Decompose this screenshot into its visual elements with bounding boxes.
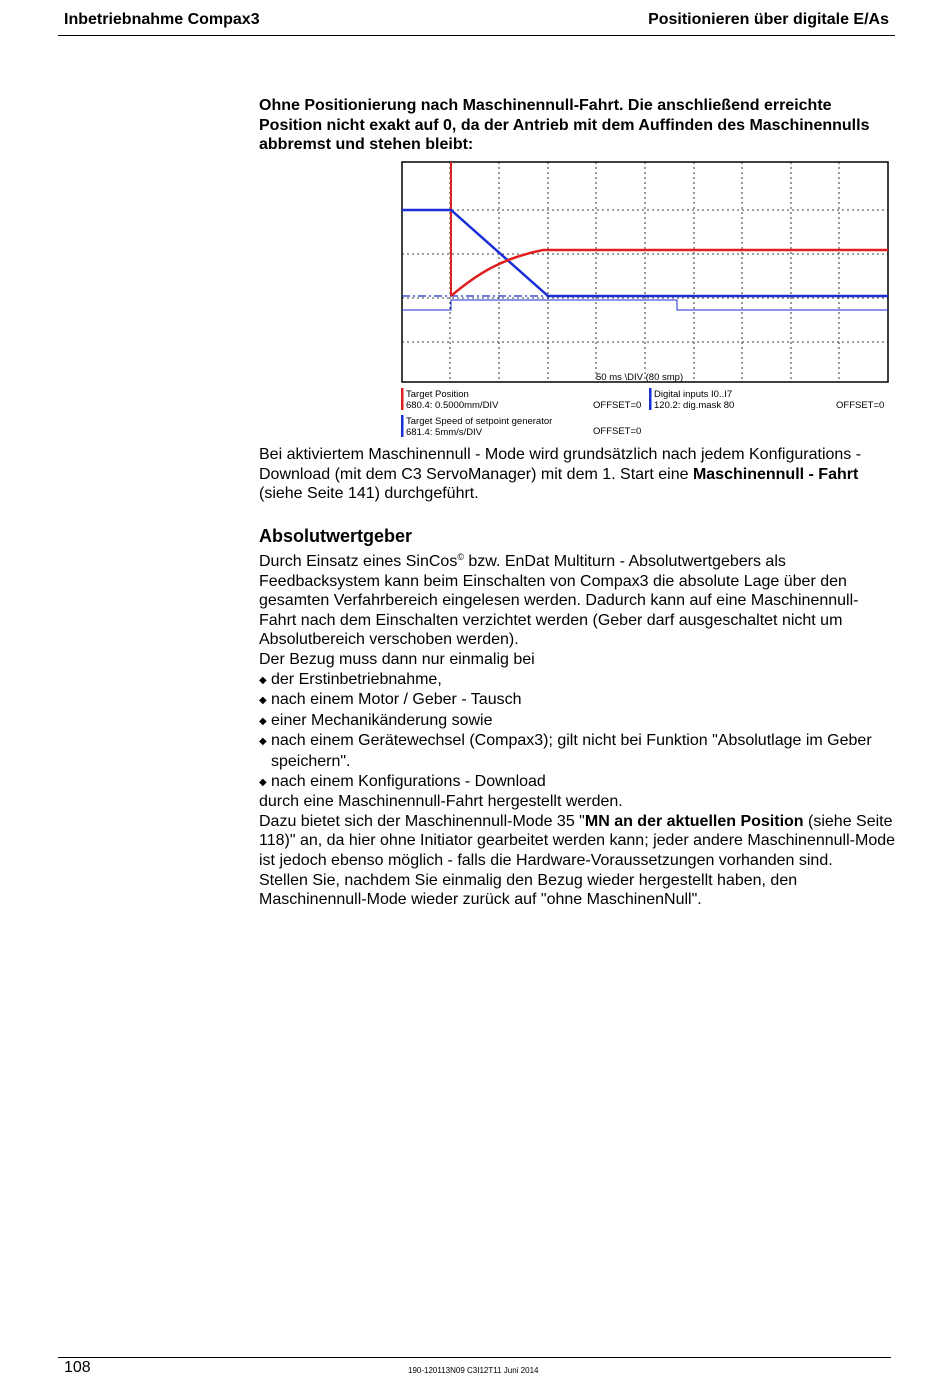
- absolute-paragraph-3: durch eine Maschinennull-Fahrt hergestellt werden.: [259, 793, 623, 811]
- list-item-text: nach einem Motor / Geber - Tausch: [271, 691, 522, 709]
- page-number: 108: [64, 1359, 91, 1376]
- intro-bold: Maschinennull - Fahrt: [692, 465, 859, 483]
- absolute-section-body: [259, 552, 895, 910]
- document-id: 190-120113N09 C3I12T11 Juni 2014: [408, 1366, 539, 1375]
- header-left-title: Inbetriebnahme Compax3: [64, 11, 260, 28]
- intro-paragraph: [259, 445, 895, 504]
- ch1-name: Target Position: [406, 389, 469, 400]
- page-header: [58, 0, 895, 36]
- list-item: [259, 711, 895, 732]
- ch2-scale: 120.2: dig.mask 80: [654, 400, 735, 411]
- copyright-sup: ©: [457, 552, 464, 562]
- ch1-scale: 680.4: 0.5000mm/DIV: [406, 400, 499, 411]
- ch1-color-marker: [401, 388, 404, 410]
- ch2-color-marker: [649, 388, 652, 410]
- timebase-label: 50 ms \DIV (80 smp): [596, 372, 684, 383]
- absolute-paragraph-5: Stellen Sie, nachdem Sie einmalig den Bezug wieder hergestellt haben, den Maschinennull-Mode wieder zurück auf "ohne MaschinenNull".: [259, 871, 798, 909]
- oscilloscope-figure: [398, 158, 890, 438]
- diamond-bullet-icon: ◆: [259, 736, 267, 748]
- p1-text-a: Durch Einsatz eines SinCos: [259, 553, 458, 570]
- list-item-text: einer Mechanikänderung sowie: [271, 711, 493, 729]
- oscilloscope-svg: [398, 158, 890, 438]
- ch3-scale: 681.4: 5mm/s/DIV: [406, 427, 483, 438]
- ch3-name: Target Speed of setpoint generator: [406, 416, 553, 427]
- diamond-bullet-icon: ◆: [259, 715, 267, 727]
- list-item: [259, 731, 895, 771]
- ch2-offset: OFFSET=0: [836, 400, 885, 411]
- diamond-bullet-icon: ◆: [259, 674, 267, 686]
- absolute-paragraph-2: Der Bezug muss dann nur einmalig bei: [259, 650, 535, 668]
- list-item-text: der Erstinbetriebnahme,: [271, 670, 442, 688]
- section-heading: Absolutwertgeber: [259, 526, 413, 546]
- p4-text-a: Dazu bietet sich der Maschinennull-Mode 35 ": [259, 812, 585, 830]
- intro-text-1: Bei aktiviertem Maschinennull - Mode wird grundsätzlich nach jedem Konfigurations - Download (mit dem C3 ServoManager) mit dem 1. Start eine: [259, 446, 862, 483]
- list-item-text: nach einem Konfigurations - Download: [271, 772, 546, 790]
- list-item: [259, 690, 895, 711]
- figure-caption: Ohne Positionierung nach Maschinennull-Fahrt. Die anschließend erreichte Position nicht exakt auf 0, da der Antrieb mit dem Auffinden des Maschinennulls abbremst und stehen bleibt:: [259, 97, 870, 154]
- ch3-offset: OFFSET=0: [593, 426, 642, 437]
- footer-divider: [58, 1357, 891, 1358]
- diamond-bullet-icon: ◆: [259, 695, 267, 707]
- list-item: [259, 772, 895, 793]
- ch3-color-marker: [401, 415, 404, 437]
- diamond-bullet-icon: ◆: [259, 776, 267, 788]
- p1-text-b: bzw. EnDat Multiturn - Absolutwertgebers als Feedbacksystem kann beim Einschalten von Compax3 die absolute Lage über den gesamten Verfahrbereich eingelesen werden. Dadurch kann auf eine Maschinennull-Fahrt nach dem Einschalten verzichtet werden (Geber darf ausgeschaltet nicht um Absolutbereich verschoben werden).: [259, 553, 859, 649]
- ch2-name: Digital inputs I0..I7: [654, 389, 733, 400]
- intro-text-2: (siehe Seite 141) durchgeführt.: [259, 485, 479, 503]
- ch1-offset: OFFSET=0: [593, 400, 642, 411]
- list-item-text: nach einem Gerätewechsel (Compax3); gilt nicht bei Funktion "Absolutlage im Geber speichern".: [271, 732, 872, 770]
- p4-text-b: (siehe Seite 118)" an, da hier ohne Initiator gearbeitet werden kann; jeder andere Maschinennull-Mode ist jedoch ebenso möglich - falls die Hardware-Voraussetzungen vorhanden sind.: [259, 812, 896, 869]
- list-item: [259, 670, 895, 691]
- header-right-title: Positionieren über digitale E/As: [648, 11, 889, 28]
- absolute-paragraph-4: [259, 812, 895, 871]
- absolute-paragraph-1: [259, 552, 895, 650]
- p4-bold: MN an der aktuellen Position: [584, 812, 804, 830]
